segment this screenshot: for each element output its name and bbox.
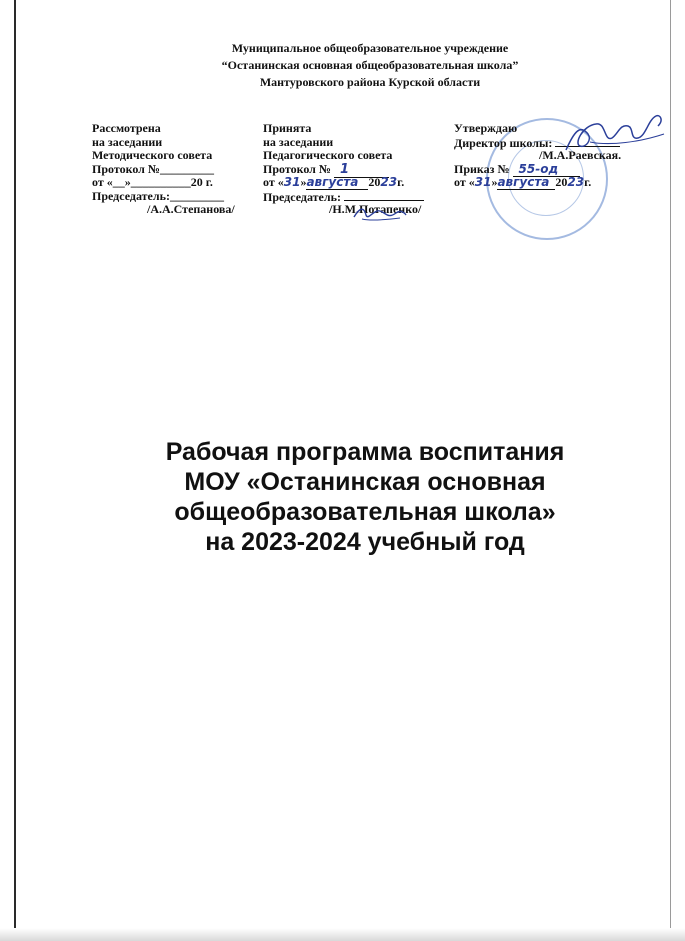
approved-date-end: г. — [584, 175, 592, 189]
title-line-3: общеобразовательная школа» — [174, 498, 556, 526]
accepted-line2: на заседании — [263, 134, 334, 149]
accepted-signature-line — [344, 190, 424, 201]
page-bottom-shadow — [0, 928, 685, 941]
approved-name: /М.А.Раевская. — [539, 148, 622, 162]
approved-date-year: 23 — [567, 175, 585, 189]
reviewed-line3: Методического совета — [92, 148, 213, 162]
accepted-protocol-number: 1 — [334, 162, 389, 178]
accepted-date-prefix: от « — [263, 175, 284, 189]
accepted-date-month: августа — [306, 175, 368, 190]
approved-title: Утверждаю — [454, 121, 518, 135]
accepted-signature-icon — [350, 203, 410, 225]
institution-header — [150, 40, 590, 91]
header-line-1: Муниципальное общеобразовательное учреждение — [231, 41, 509, 55]
reviewed-name: /А.А.Степанова/ — [147, 202, 235, 216]
accepted-line3: Педагогического совета — [263, 148, 393, 162]
director-signature-icon — [560, 112, 670, 160]
reviewed-line2: на заседании — [92, 134, 163, 149]
approved-date-day: 31 — [474, 175, 492, 189]
reviewed-title: Рассмотрена — [92, 121, 161, 135]
accepted-date-day: 31 — [283, 175, 301, 189]
accepted-protocol-line — [263, 163, 424, 177]
title-line-1: Рабочая программа воспитания — [165, 438, 565, 466]
accepted-date-suffix: 20 — [368, 175, 381, 189]
approved-order-number: 55-од — [513, 162, 581, 177]
approved-date-month: августа — [497, 175, 555, 190]
accepted-chair-line — [263, 190, 424, 204]
approved-line2: Директор школы: — [454, 135, 553, 150]
accepted-name: /Н.М.Потапенко/ — [329, 202, 422, 216]
accepted-chair: Председатель: — [263, 189, 341, 204]
page-right-edge — [670, 0, 671, 941]
reviewed-block — [92, 122, 235, 217]
approved-date-suffix: 20 — [555, 175, 568, 189]
accepted-date-line: от «31»августа 2023г. — [263, 175, 405, 189]
approved-order: Приказ № — [454, 161, 510, 176]
page-left-edge — [14, 0, 16, 941]
document-title — [100, 437, 630, 557]
reviewed-date: от «__»__________20 г. — [92, 175, 213, 189]
title-line-2: МОУ «Останинская основная — [184, 468, 546, 496]
reviewed-chair: Председатель:_________ — [92, 188, 224, 203]
header-line-3: Мантуровского района Курской области — [259, 75, 481, 89]
approved-order-line — [454, 163, 621, 177]
approved-date-line: от «31»августа 2023г. — [454, 175, 592, 189]
title-line-4: на 2023-2024 учебный год — [205, 528, 525, 556]
accepted-protocol: Протокол № — [263, 161, 331, 176]
accepted-title: Принята — [263, 121, 312, 135]
accepted-date-end: г. — [397, 175, 405, 189]
approved-date-prefix: от « — [454, 175, 475, 189]
reviewed-protocol: Протокол №_________ — [92, 161, 214, 176]
accepted-date-year: 23 — [380, 175, 398, 189]
header-line-2: “Останинская основная общеобразовательная школа” — [221, 58, 519, 72]
